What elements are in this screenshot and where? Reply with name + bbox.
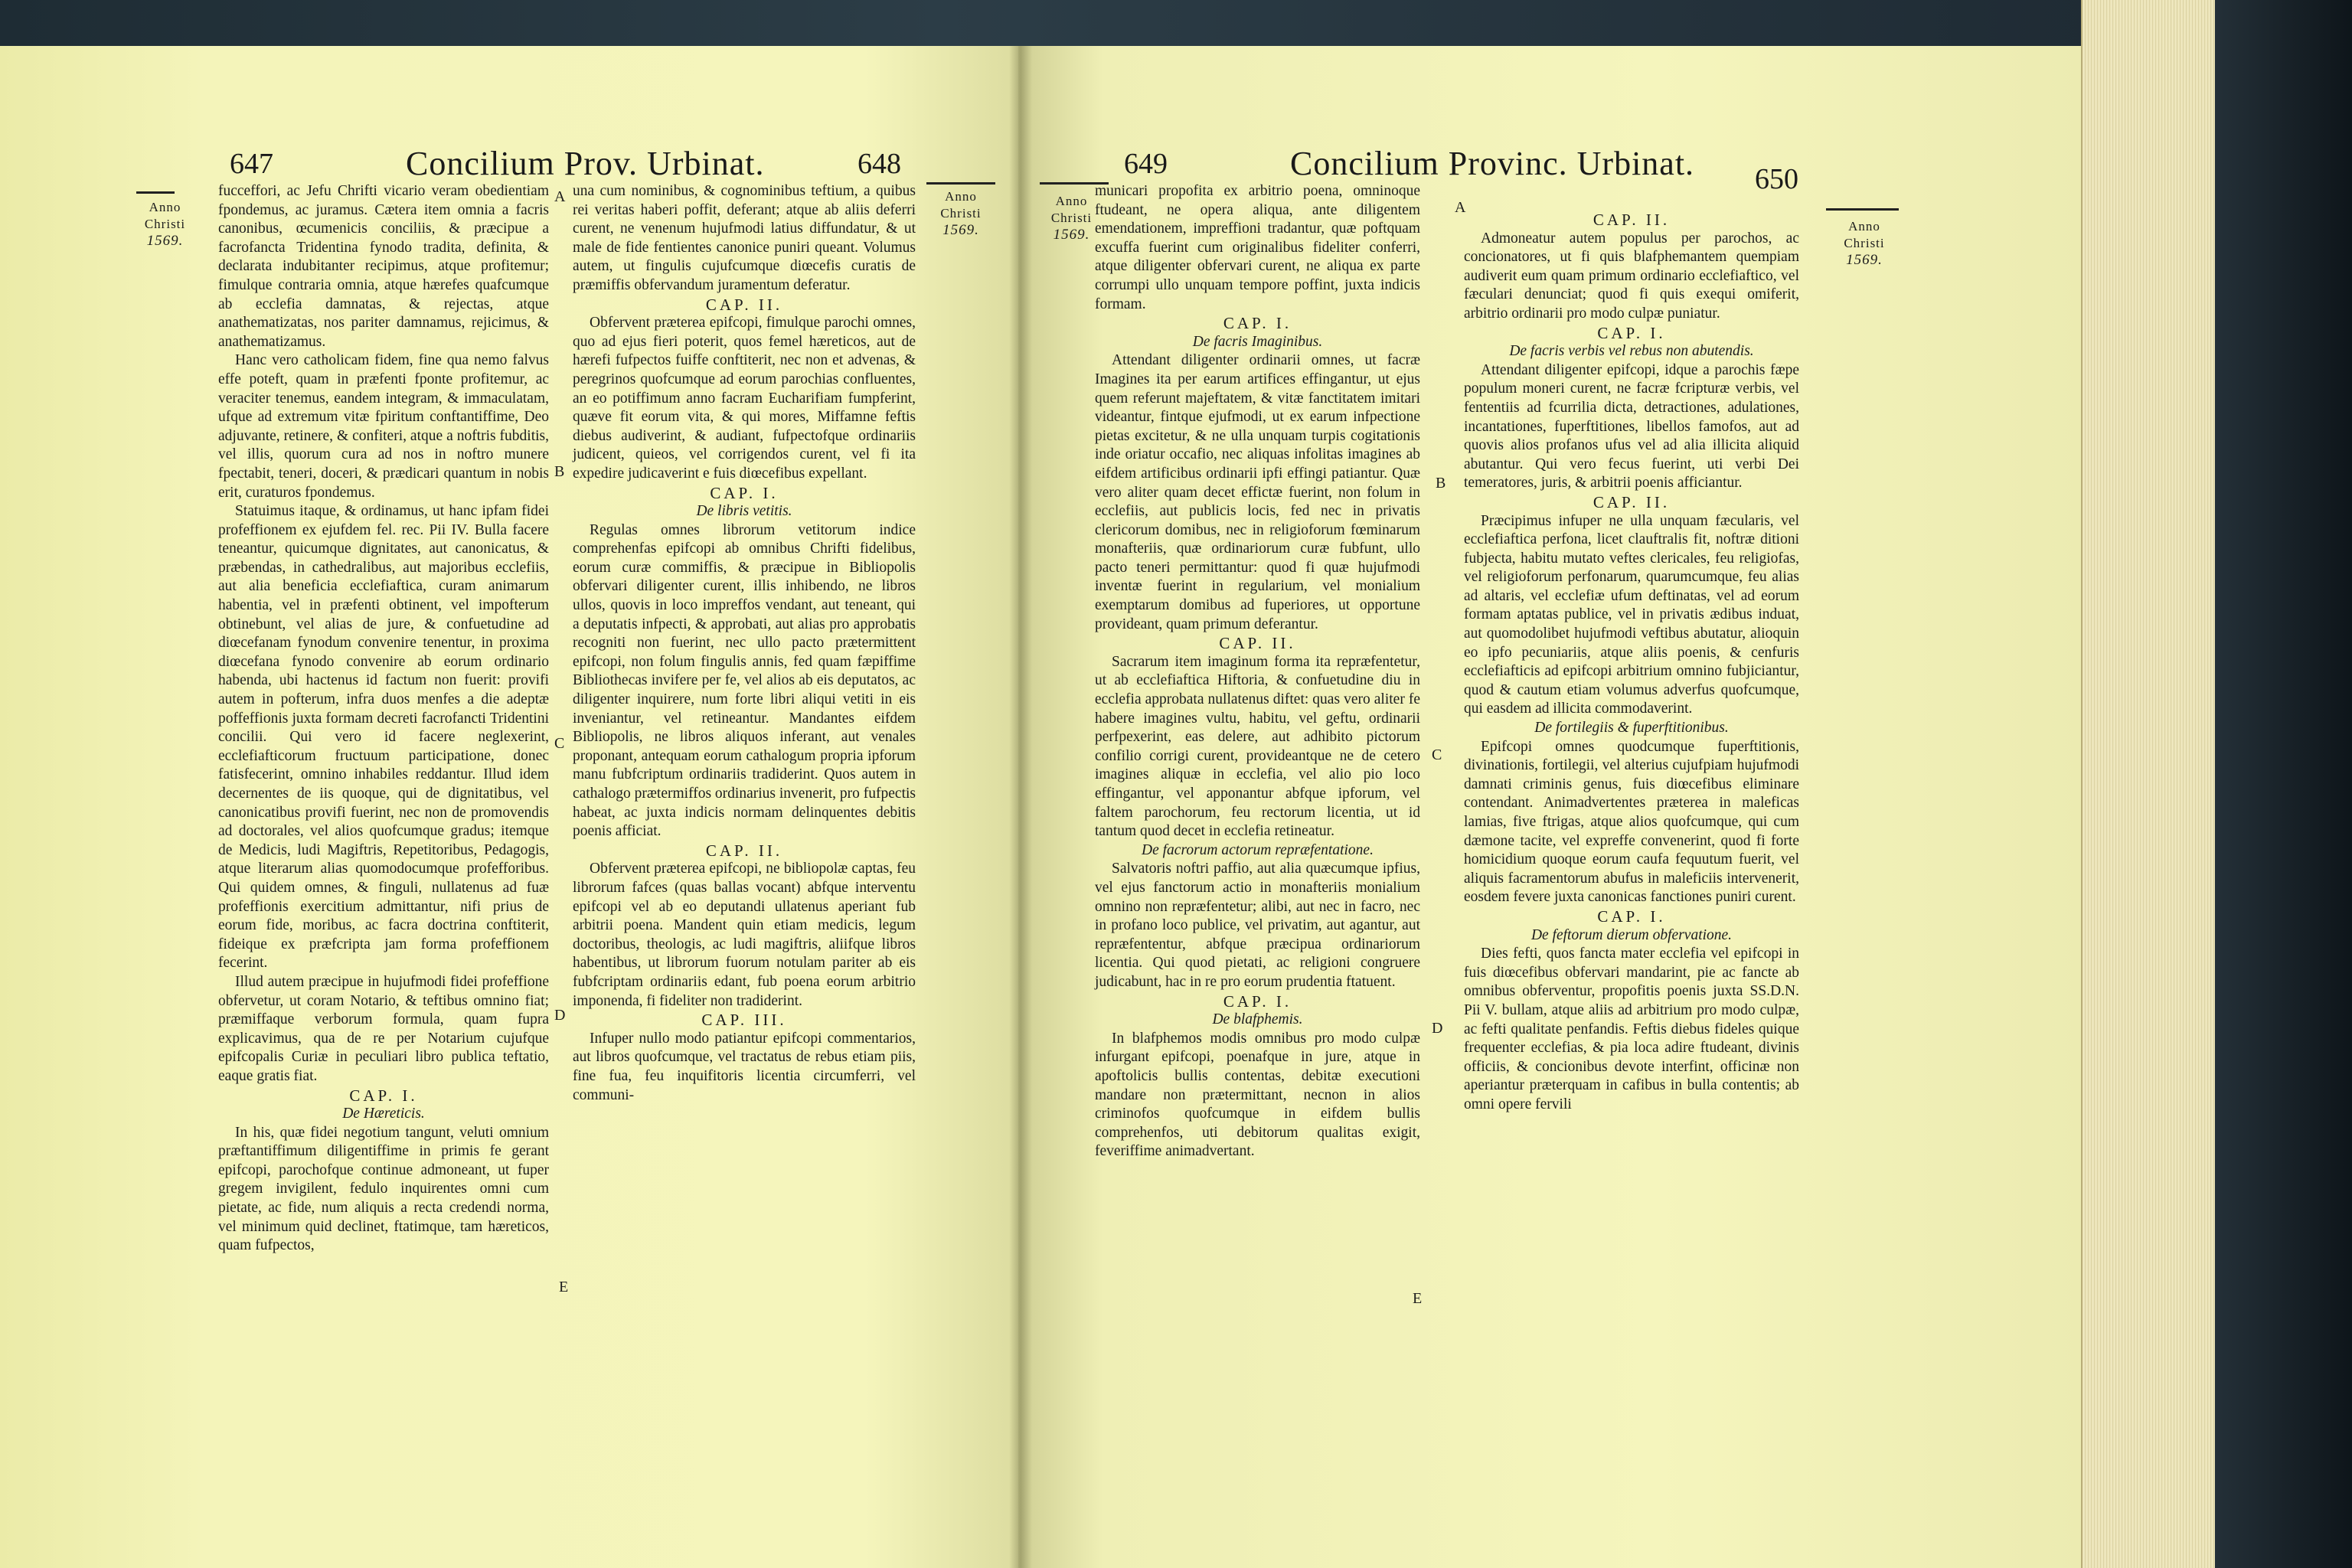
margin-letter-b: B <box>1436 475 1446 492</box>
anno-label: Anno <box>1055 194 1088 208</box>
chapter-heading: CAP. II. <box>1592 211 1671 229</box>
paragraph: Regulas omnes librorum vetitorum indice comprehenfas epifcopi ab omnibus Chrifti fidelibus, eorum curæ commiffis, & præcipue in Bibliopolis obfervari diligenter curent, illis inhibendo, ne libros ullos, quovis in loco impreffos vendant, aut teneant, qui a deputatis infpecti, & approbati, aut alias pro approbatis recogniti non fuerint, nec ullo pacto prætermittent epifcopi, non folum fingulis annis, fed quam fæpiffime Bibliothecas invifere per fe, vel alios ab eis deputatos, ac diligenter inquirere, num forte libri aliqui vetiti in eis inveniantur, vel retineantur. Mandantes eifdem Bibliopolis, ne libros aliquos inferant, aut venales proponant, antequam eorum cathalogum propria ipforum manu fubfcriptum ordinariis tradiderint. Quos autem in cathalogo prætermiffos ordinarius invenerit, pro fufpectis habeat, ac juxta indicis normam delinquentes debitis poenis afficiat. <box>573 521 916 840</box>
paragraph: una cum nominibus, & cognominibus teftium, a quibus rei veritas haberi poffit, deferant; atque ab aliis deferri curent, ne venenum hujufmodi latius diffundatur, & ut male de fide fentientes canonice puniri queant. Volumus autem, ut fingulis cujufcumque diœcefis curatis de præmiffis obfervandum juramentum deferatur. <box>573 183 916 293</box>
margin-letter-e: E <box>1413 1290 1423 1307</box>
book-gutter <box>1009 46 1032 1568</box>
paragraph: Dies fefti, quos fancta mater ecclefia vel epifcopi in fuis diœcefibus obfervari mandarint, pie ac fancte ab omnibus obferventur, propofitis poenis juxta SS.D.N. Pii V. bullam, atque aliis ad arbitrium pro modo culpæ, ac fefti qualitate penfandis. Feftis diebus fideles quique frequenter ecclefias, & pia loca adire ftudeant, divinis officiis, & concionibus devote interfint, officinæ non aperiantur præterquam in cafibus in bulla contentis; ab omni opere fervili <box>1464 946 1799 1112</box>
page-number-648: 648 <box>858 148 901 180</box>
christi-label: Christi <box>144 217 186 231</box>
paragraph: Attendant diligenter ordinarii omnes, ut facræ Imagines ita per earum artifices effingantur, ut ejus quem referunt majeftatem, & vitæ fanctitatem imitari videantur, fintque ejufmodi, ut ex earum infpectione pietas excitetur, & ne ulla unquam turpis cogitationis inde oriatur occafio, nec aliquas infolitas imagines ab eifdem artificibus ordinarii ipfi effingi patiantur. Quæ vero aliter quam decet effictæ fuerint, non folum in ecclefiis, aut publicis locis, fed nec in privatis clericorum domibus, nec in religioforum fœminarum monafteriis, quæ ordinariorum curæ fubfunt, ullo pacto teneri permittantur: quod fi quæ hujufmodi inventæ fuerint in regularium, vel monialium exemptarum domibus ad fuperiores, ut opportune provideant, quam primum deferantur. <box>1095 352 1420 632</box>
anno-label: Anno <box>1848 219 1880 234</box>
christi-label: Christi <box>940 206 982 220</box>
paragraph: Præcipimus infuper ne ulla unquam fæcularis, vel ecclefiaftica perfona, licet clauftralis fit, noftræ ditioni fubjecta, habitu mutato veftes clericales, feu religiofas, vel religioforum perfonarum, quarumcumque, feu alias ad altaris, vel ecclefiæ ufum deftinatas, vel ad eorum formam aptatas publice, vel in privatis ædibus induat, aut quomodolibet hujufmodi veftibus abutatur, alioquin eo ipfo pecuniariis, atque aliis poenis, & cenfuris ecclefiafticis ad epifcopi arbitrium omnino fubjiciantur, quod & cautum etiam volumus adverfus quofcumque, qui easdem ad illicita commodaverint. <box>1464 512 1799 717</box>
rule <box>136 191 175 194</box>
margin-letter-e: E <box>559 1279 569 1295</box>
paragraph: Attendant diligenter epifcopi, idque a parochis fæpe populum moneri curent, ne facræ fcripturæ verbis, vel fententiis ad fcurrilia dicta, detractiones, adulationes, incantationes, fuperftitiones, libellos famofos, aut ad quovis alios profanos ufus vel ad alia illicita aliquid abutantur. Qui vero fecus fuerint, uti verbi Dei temeratores, juris, & arbitrii poenis afficiantur. <box>1464 361 1799 492</box>
paragraph: In blafphemos modis omnibus pro modo culpæ infurgant epifcopi, poenafque in jure, atque in apoftolicis bullis contentas, debitæ executioni mandare non prætermittant, necnon in alios criminofos quofcumque in eifdem bullis comprehenfos, uti debitorum qualitas exigit, feveriffime animadvertant. <box>1095 1030 1420 1160</box>
paragraph: Sacrarum item imaginum forma ita repræfentetur, ut ab ecclefiaftica Hiftoria, & confuetudine diu in ecclefia approbata nullatenus diftet: quas vero aliter fe habere imagines vultu, habitu, vel geftu, ordinarii perfpexerint, eas delere, aut adhibito pictorum confilio corrigi curent, provideantque ne de cetero imagines aliquæ in ecclefia, vel alio pio loco effingantur, vel apponantur abfque ipforum, vel faltem parochorum, feu rectorum licentia, ut id tantum quod decet in ecclefia retineatur. <box>1095 653 1420 840</box>
running-head-right: Concilium Provinc. Urbinat. <box>1290 145 1695 182</box>
chapter-subtitle: De libris vetitis. <box>696 503 792 520</box>
chapter-heading: CAP. I. <box>1597 906 1666 926</box>
right-page-column-1 <box>1095 182 1420 1161</box>
left-page-column-2 <box>573 182 916 1105</box>
chapter-subtitle: De facris Imaginibus. <box>1192 333 1323 350</box>
left-page-column-1 <box>218 182 549 1256</box>
chapter-heading: CAP. II. <box>1219 634 1296 653</box>
chapter-heading: CAP. I. <box>1223 314 1292 333</box>
paragraph: Infuper nullo modo patiantur epifcopi commentarios, aut libros quofcumque, vel tractatus de rebus etiam piis, fine fua, feu inquifitoris licentia circumferri, vel communi- <box>573 1030 916 1103</box>
chapter-heading: CAP. III. <box>701 1011 787 1030</box>
chapter-heading: CAP. II. <box>705 841 783 860</box>
page-number-650: 650 <box>1755 163 1798 195</box>
chapter-heading: CAP. II. <box>705 295 783 314</box>
chapter-heading: CAP. I. <box>710 483 779 502</box>
chapter-subtitle: De facrorum actorum repræfentatione. <box>1142 841 1374 858</box>
christi-label: Christi <box>1844 236 1885 250</box>
year-label: 1569. <box>146 233 184 249</box>
margin-letter-a: A <box>1455 199 1466 216</box>
chapter-heading: CAP. I. <box>1223 991 1292 1011</box>
rule <box>926 182 995 185</box>
chapter-subtitle: De blafphemis. <box>1212 1011 1303 1028</box>
paragraph: Illud autem præcipue in hujufmodi fidei profeffione obfervetur, ut coram Notario, & teftibus omnino fiat; præmiffaque verborum formula, quam fupra explicavimus, qua de re per Notarium cujufque epifcopalis Curiæ in peculiari libro publica teftatio, eaque gratis fiat. <box>218 973 549 1084</box>
year-label: 1569. <box>1846 252 1883 268</box>
margin-letter-b: B <box>554 463 565 480</box>
anno-label: Anno <box>149 200 181 214</box>
paragraph: fucceffori, ac Jefu Chrifti vicario veram obedientiam fpondemus, ac juramus. Cætera item omnia a facris canonibus, œcumenicis conciliis, & præcipue a facrofancta Tridentina fynodo tradita, definita, & declarata indubitanter recipimus, atque profitemur; fimulque contraria omnia, atque hærefes quafcumque ab ecclefia damnatas, & rejectas, atque anathematizatas, nos pariter damnamus, rejicimus, & anathematizamus. <box>218 183 549 350</box>
running-head-left: Concilium Prov. Urbinat. <box>406 145 765 182</box>
paragraph: Statuimus itaque, & ordinamus, ut hanc ipfam fidei profeffionem ex ejufdem fel. rec. Pii IV. Bulla facere teneantur, quicumque dignitates, aut canonicatus, & præbendas, in cathedralibus, aut majoribus ecclefiis, aut alia beneficia ecclefiaftica, curam animarum habentia, vel in præfenti obtinent, vel impofterum obtinebunt, vel alias de jure, & confuetudine ad diœcefanam fynodum convenire tenentur, in proxima diœcefana fynodo convenire ab eorum ordinario habenda, ubi hactenus id factum non fuerit: provifi autem in pofterum, infra duos menfes a die adeptæ poffeffionis juxta formam decreti facrofancti Tridentini concilii. Qui vero id facere neglexerint, ecclefiafticorum fructuum participatione, donec fatisfecerint, omnino inhabiles reddantur. Illud idem decernentes de iis quoque, qui de dignitatibus, vel canonicatibus provifi fuerint, nec non de promovendis ad doctorales, vel alios quofcumque gradus; itemque de Medicis, ludi Magiftris, Repetitoribus, Pedagogis, atque literarum alias quomodocumque profefforibus. Qui quidem omnes, & finguli, nullatenus ad fuæ profeffionis exercitium admittantur, nifi prius de eorum fide, moribus, ac facra doctrina conftiterit, fideique ex præfcripta jam forma profeffionem fecerint. <box>218 503 549 972</box>
right-page <box>1018 46 2082 1568</box>
chapter-subtitle: De Hæreticis. <box>342 1106 425 1122</box>
chapter-heading: CAP. I. <box>349 1086 418 1105</box>
page-block-edge <box>2081 0 2216 1568</box>
paragraph: Hanc vero catholicam fidem, fine qua nemo falvus effe poteft, quam in præfenti fponte profitemur, ac veraciter tenemus, eandem integram, & immaculatam, ufque ad extremum vitæ fpiritum conftantiffime, Deo adjuvante, retinere, & confiteri, atque a noftris fubditis, vel illis, quorum cura ad nos in noftro munere fpectabit, teneri, doceri, & prædicari quantum in nobis erit, curaturos fpondemus. <box>218 352 549 501</box>
margin-letter-a: A <box>554 188 566 205</box>
year-label: 1569. <box>942 222 979 238</box>
margin-letter-c: C <box>1432 746 1442 763</box>
page-number-649: 649 <box>1124 148 1168 180</box>
paragraph: Obfervent præterea epifcopi, ne bibliopolæ captas, feu librorum fafces (quas ballas vocant) abfque interventu epifcopi vel ab eo deputandi ullatenus aperiant fub arbitrii poena. Mandent quin etiam medicis, legum doctoribus, theologis, ac ludi magiftris, aliifque libros habentibus, ut librorum fuorum notulam pariter ab eis fubfcriptam ordinariis edant, fub poena eorum arbitrio imponenda, fi fideliter non tradiderint. <box>573 861 916 1009</box>
margin-letter-d: D <box>554 1007 566 1024</box>
chapter-subtitle: De facris verbis vel rebus non abutendis. <box>1509 343 1754 360</box>
anno-christi-note <box>129 199 201 250</box>
margin-letter-d: D <box>1432 1020 1443 1037</box>
page-number-647: 647 <box>230 148 273 180</box>
christi-label: Christi <box>1050 211 1093 225</box>
margin-letter-c: C <box>554 735 565 752</box>
anno-christi-note-right <box>1826 218 1903 269</box>
rule <box>1826 208 1899 211</box>
paragraph: Salvatoris noftri paffio, aut alia quæcumque ipfius, vel ejus fanctorum actio in monafteriis monialium omnino non repræfentetur; alibi, aut nec in facro, nec in profano loco publice, vel privatim, aut agantur, aut repræfententur, abfque præcipua ordinariorum licentia. Qui quod pietati, ac religioni congruere judicabunt, hac in re pro eorum prudentia ftatuent. <box>1095 861 1420 990</box>
right-page-column-2 <box>1464 211 1799 1115</box>
chapter-heading: CAP. I. <box>1597 323 1666 342</box>
paragraph: Obfervent præterea epifcopi, fimulque parochi omnes, quo ad ejus fieri poterit, quos femel hæreticos, aut de hærefi fufpectos fuiffe conftiterit, nec non et advenas, & peregrinos quofcumque ad eorum parochias confluentes, an eo potiffimum anno facram Eucharifiam fumpferint, quæve fit eorum vita, & qui mores, Miffamne feftis diebus audiverint, & audiant, fufpectofque ordinariis judicent, quieos, vel corrigendos curent, vel fi ita expedire judicaverint e fuis diœcefibus expellant. <box>573 315 916 482</box>
chapter-subtitle: De feftorum dierum obfervatione. <box>1530 926 1733 943</box>
chapter-subtitle: De fortilegiis & fuperftitionibus. <box>1534 720 1729 737</box>
paragraph: Admoneatur autem populus per parochos, ac concionatores, ut fi quis blafphemantem quempiam audiverit eum quam primum ordinario ecclefiaftico, vel fæculari denunciat; quod fi quis exequi omiferit, arbitrio ordinarii pro modo culpæ puniatur. <box>1464 230 1799 322</box>
chapter-heading: CAP. II. <box>1592 492 1671 511</box>
year-label: 1569. <box>1053 227 1090 243</box>
paragraph: In his, quæ fidei negotium tangunt, veluti omnium præftantiffimum diligentiffime in primis fe gerant epifcopi, parochofque continue admoneant, ut fuper gregem invigilent, fedulo inquirentes omni cum pietate, ac fide, num aliquis a recta credendi norma, vel minimum quid declinet, ftatimque, tam hæreticos, quam fufpectos, <box>218 1124 549 1254</box>
anno-label: Anno <box>945 189 977 204</box>
anno-christi-note-right <box>923 188 999 239</box>
paragraph: Epifcopi omnes quodcumque fuperftitionis, divinationis, fortilegii, vel alterius cujufpiam hujufmodi damnati criminis genus, fuis diœcefibus eliminare contendant. Animadvertentes præterea in maleficas lamias, five ftrigas, atque alios quofcumque, qui cum dæmone tacite, vel expreffe convenerint, quod fi forte homicidium quoque eorum caufa fequutum fuerit, vel aliquis facramentorum abufus in maleficiis intervenerit, eosdem fevere juxta canonicas fanctiones puniri curent. <box>1464 738 1799 906</box>
left-page <box>0 46 1018 1568</box>
book-cover <box>2215 0 2352 1568</box>
paragraph: municari propofita ex arbitrio poena, omninoque ftudeant, ne opera aliqua, ante diligentem emendationem, impreffioni tradantur, quæ poftquam excuffa fuerint cum originalibus fideliter conferri, atque diligenter obfervari curent, ne aliqua ex parte corrumpi ullo unquam tempore poffint, juxta indicis formam. <box>1095 183 1420 312</box>
